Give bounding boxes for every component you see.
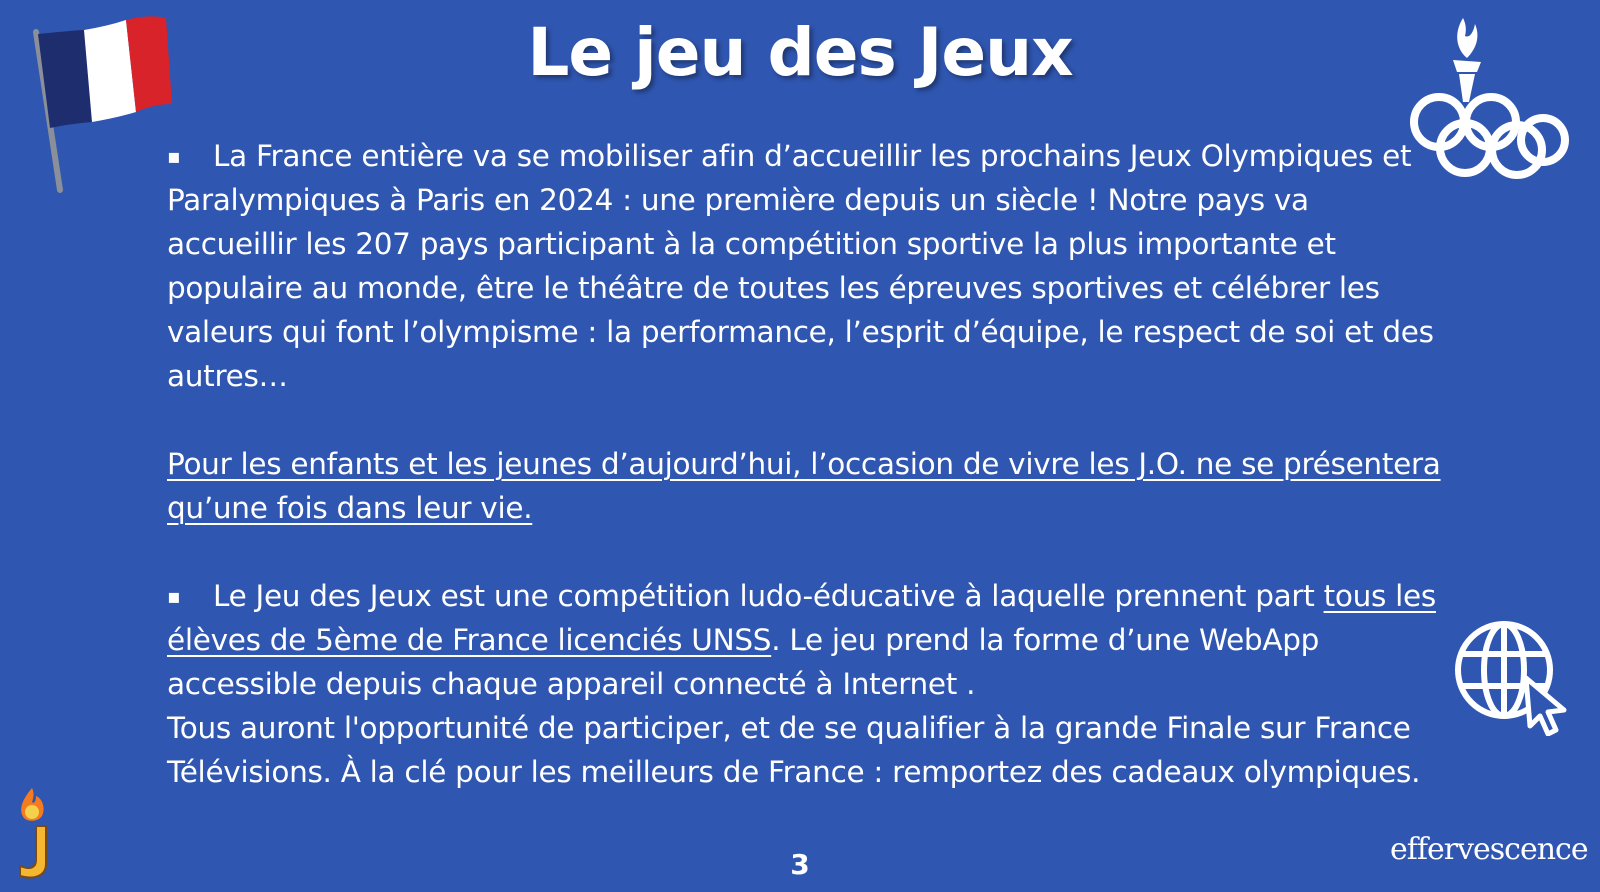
paragraph-intro bbox=[167, 134, 1442, 398]
intro-text: La France entière va se mobiliser afin d’accueillir les prochains Jeux Olympiques et Paralympiques à Paris en 2024 : une première depuis un siècle ! Notre pays va accueillir les 207 pays participant à la compétition sportive la plus importante et populaire au monde, être le théâtre de toutes les épreuves sportives et célébrer les valeurs qui font l’olympisme : la performance, l’esprit d’équipe, le respect de soi et des autres… bbox=[167, 139, 1434, 393]
highlight-text: Pour les enfants et les jeunes d’aujourd’hui, l’occasion de vivre les J.O. ne se présentera qu’une fois dans leur vie. bbox=[167, 447, 1441, 525]
page-number: 3 bbox=[790, 848, 810, 881]
body-text bbox=[167, 134, 1442, 794]
brand-text: effervescence bbox=[1390, 832, 1588, 867]
highlight-paragraph bbox=[167, 442, 1442, 530]
globe-cursor-icon bbox=[1452, 618, 1574, 736]
page-title: Le jeu des Jeux bbox=[527, 14, 1073, 91]
game-text-end: . Le jeu prend la forme d’une WebApp accessible depuis chaque appareil connecté à Internet . bbox=[167, 623, 1320, 701]
game-text-second: Tous auront l'opportunité de participer, et de se qualifier à la grande Finale sur France Télévisions. À la clé pour les meilleurs de France : remportez des cadeaux olympiques. bbox=[167, 711, 1421, 789]
brand-logo bbox=[1390, 832, 1590, 867]
paragraph-game bbox=[167, 574, 1442, 794]
bullet-marker: ▪ bbox=[167, 584, 181, 608]
bullet-marker: ▪ bbox=[167, 144, 181, 168]
game-text-underlined: tous les élèves de 5ème de France licenciés UNSS bbox=[167, 579, 1436, 657]
game-text-start: Le Jeu des Jeux est une compétition ludo-éducative à laquelle prennent part bbox=[213, 579, 1324, 613]
